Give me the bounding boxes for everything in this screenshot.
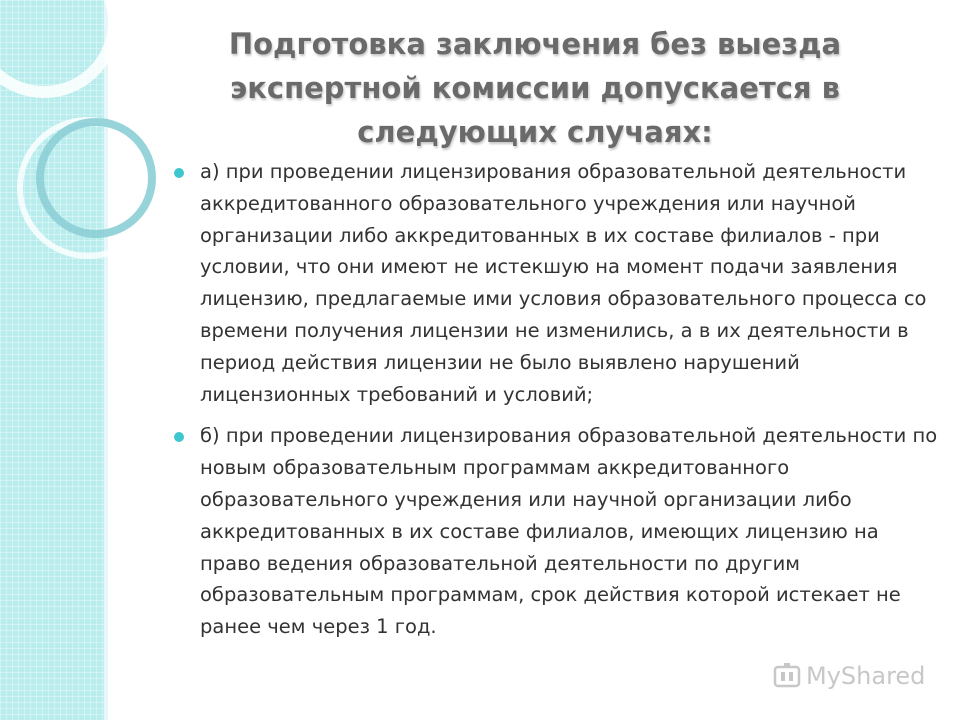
myshared-watermark (772, 660, 925, 692)
bullet-text-b: б) при проведении лицензирования образовательной деятельности по новым образовательным программам аккредитованного образовательного учреждения или научной организации либо аккредитованных в их составе филиалов, имеющих лицензию на право ведения образовательной деятельности по другим образовательным программам, срок действия которой истекает не ранее чем через 1 год. (200, 424, 938, 639)
watermark-text: MyShared (806, 662, 926, 690)
bullet-text-a: а) при проведении лицензирования образовательной деятельности аккредитованного образовательного учреждения или научной организации либо аккредитованных в их составе филиалов - при условии, что они имеют не истекшую на момент подачи заявления лицензию, предлагаемые ими условия образовательного процесса со времени получения лицензии не изменились, а в их деятельности в период действия лицензии не было выявлено нарушений лицензионных требований и условий; (200, 160, 927, 406)
bullet-item-a (168, 156, 938, 410)
bullet-list (168, 156, 938, 653)
bullet-dot-icon (174, 432, 184, 442)
bullet-item-b (168, 420, 938, 643)
slide-title: Подготовка заключения без выезда экспертной комиссии допускается в следующих случаях: (228, 27, 842, 149)
myshared-logo-icon (772, 661, 802, 691)
decorative-ring-inner (40, 122, 152, 234)
decorative-ring-top (0, 0, 114, 92)
bullet-dot-icon (174, 168, 184, 178)
